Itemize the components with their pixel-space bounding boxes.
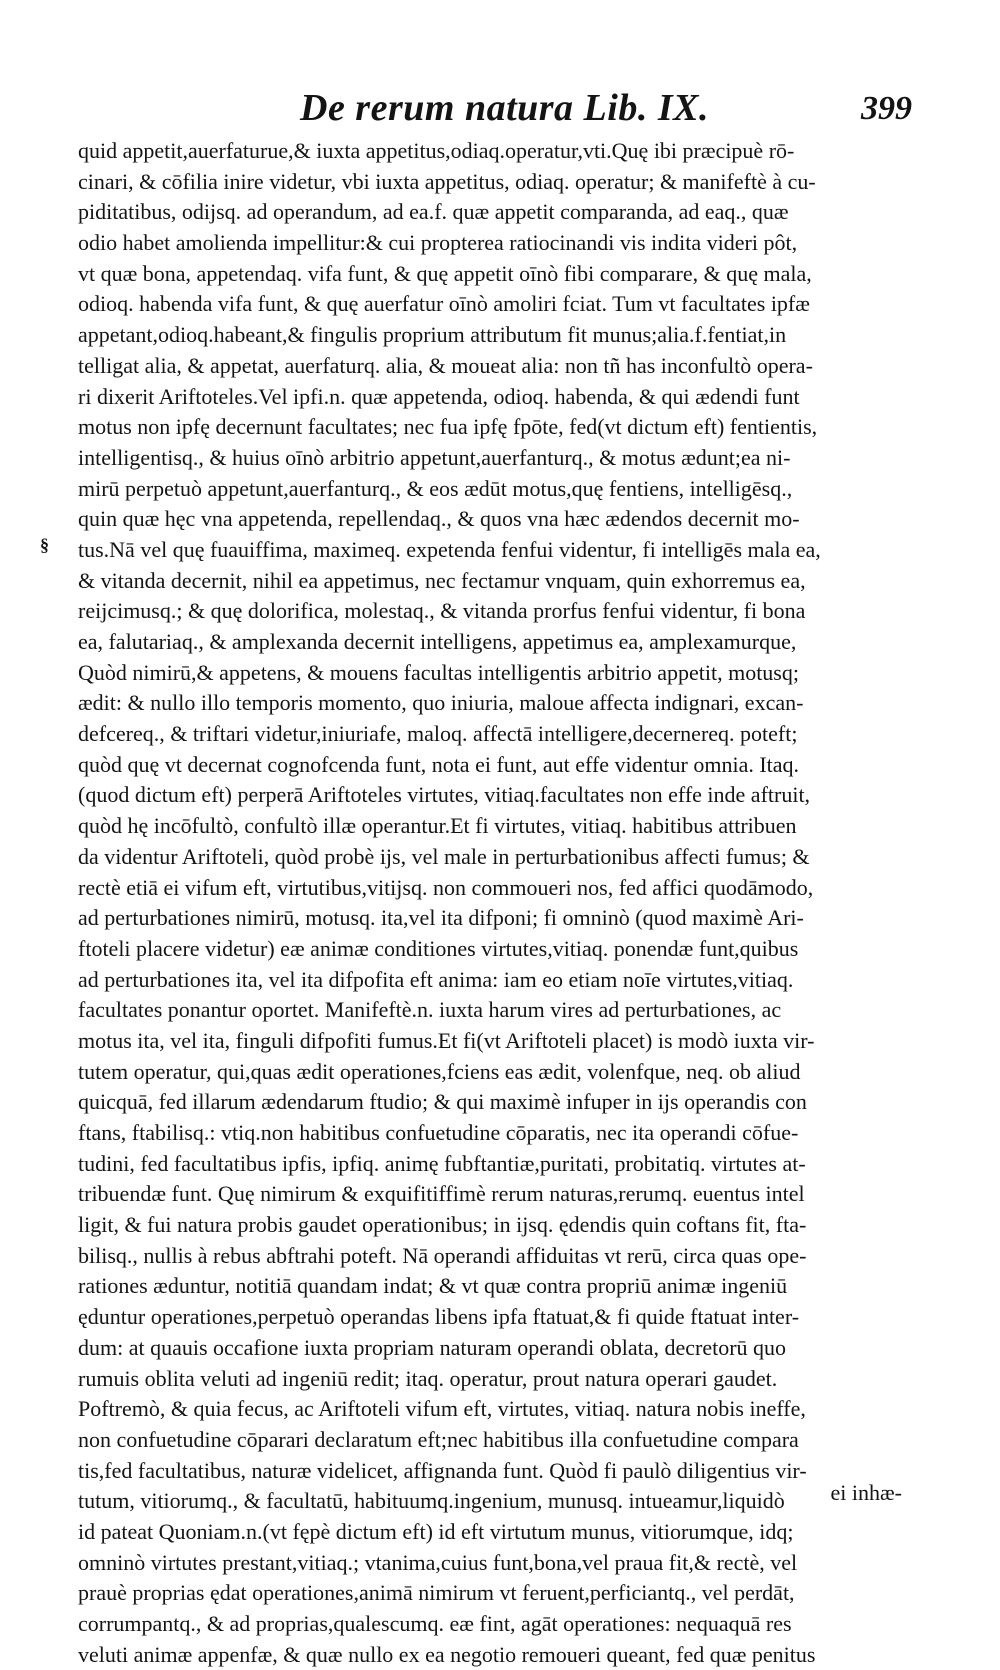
text-line: facultates ponantur oportet. Manifeftè.n. iuxta harum vires ad perturbationes, ac bbox=[78, 997, 782, 1023]
text-line: odioq. habenda vifa funt, & quę auerfatur oīnò amoliri fciat. Tum vt facultates ipfæ bbox=[78, 291, 810, 317]
text-line: quòd hę incōfultò, confultò illæ operantur.Et fi virtutes, vitiaq. habitibus attribuen bbox=[78, 813, 797, 839]
text-line: vt quæ bona, appetendaq. vifa funt, & quę appetit oīnò fibi comparare, & quę mala, bbox=[78, 260, 812, 286]
text-line: veluti animæ appenfæ, & quæ nullo ex ea negotio remoueri queant, fed quæ penitus bbox=[78, 1641, 816, 1667]
text-line: appetant,odioq.habeant,& fingulis proprium attributum fit munus;alia.f.fentiat,in bbox=[78, 322, 787, 348]
text-line: rectè etiā ei vifum eft, virtutibus,vitijsq. non commoueri nos, fed affici quodāmodo, bbox=[78, 874, 814, 900]
text-line: non confuetudine cōparari declaratum eft;nec habitibus illa confuetudine compara bbox=[78, 1426, 799, 1452]
text-line: bilisq., nullis à rebus abftrahi poteft. Nā operandi affiduitas vt rerū, circa quas ope- bbox=[78, 1242, 807, 1268]
running-head bbox=[0, 86, 1000, 136]
text-line: ęduntur operationes,perpetuò operandas libens ipfa ftatuat,& fi quide ftatuat inter- bbox=[78, 1304, 800, 1330]
text-line: mirū perpetuò appetunt,auerfanturq., & eos ædūt motus,quę fentiens, intelligēsq., bbox=[78, 475, 793, 501]
text-line: cinari, & cōfilia inire videtur, vbi iuxta appetitus, odiaq. operatur; & manifeftè à cu- bbox=[78, 168, 816, 194]
text-line: motus non ipfę decernunt facultates; nec fua ipfę fpōte, fed(vt dictum eft) fentientis, bbox=[78, 414, 818, 440]
text-line: da videntur Ariftoteli, quòd probè ijs, vel male in perturbationibus affecti fumus; & bbox=[78, 843, 810, 869]
text-line: ri dixerit Ariftoteles.Vel ipfi.n. quæ appetenda, odioq. habenda, & qui ædendi funt bbox=[78, 383, 800, 409]
text-line: corrumpantq., & ad proprias,qualescumq. eæ fint, agāt operationes: nequaquā res bbox=[78, 1611, 792, 1636]
text-line: id pateat Quoniam.n.(vt fępè dictum eft) id eft virtutum munus, vitiorumque, idq; bbox=[78, 1518, 794, 1544]
margin-mark: § bbox=[40, 535, 49, 555]
text-line: tutum, vitiorumq., & facultatū, habituumq.ingenium, munusq. intueamur,liquidò bbox=[78, 1488, 785, 1514]
text-line: piditatibus, odijsq. ad operandum, ad ea.f. quæ appetit comparanda, ad eaq., quæ bbox=[78, 199, 789, 225]
text-line: tudini, fed facultatibus ipfis, ipfiq. animę fubftantiæ,puritati, probitatiq. virtutes at- bbox=[78, 1150, 806, 1176]
text-line: tus.Nā vel quę fuauiffima, maximeq. expetenda fenfui videntur, fi intelligēs mala ea, bbox=[78, 536, 821, 562]
text-line: ædit: & nullo illo temporis momento, quo iniuria, maloue affecta indignari, excan- bbox=[78, 690, 804, 716]
body-text bbox=[78, 136, 906, 1670]
page-number: 399 bbox=[861, 90, 912, 127]
catchword: ei inhæ- bbox=[830, 1480, 902, 1505]
text-line: ad perturbationes nimirū, motusq. ita,vel ita difponi; fi omninò (quod maximè Ari- bbox=[78, 905, 804, 931]
text-line: ftoteli placere videtur) eæ animæ conditiones virtutes,vitiaq. ponendæ funt,quibus bbox=[78, 935, 799, 961]
text-line: quin quæ hęc vna appetenda, repellendaq., & quos vna hæc ædendos decernit mo- bbox=[78, 506, 800, 532]
text-line: motus ita, vel ita, finguli difpofiti fumus.Et fi(vt Ariftoteli placet) is modò iuxta vir- bbox=[78, 1027, 815, 1053]
text-line: tis,fed facultatibus, naturæ videlicet, affignanda funt. Quòd fi paulò diligentius vir- bbox=[78, 1457, 807, 1483]
text-line: dum: at quauis occafione iuxta propriam naturam operandi oblata, decretorū quo bbox=[78, 1334, 787, 1360]
text-line: prauè proprias ędat operationes,animā nimirum vt feruent,perficiantq., vel perdāt, bbox=[78, 1580, 795, 1606]
text-line: odio habet amolienda impellitur:& cui propterea ratiocinandi vis indita videri pôt, bbox=[78, 230, 798, 256]
text-line: & vitanda decernit, nihil ea appetimus, nec fectamur vnquam, quin exhorremus ea, bbox=[78, 567, 806, 593]
running-title: De rerum natura Lib. IX. bbox=[300, 87, 709, 129]
text-line: omninò virtutes prestant,vitiaq.; vtanima,cuius funt,bona,vel praua fit,& rectè, vel bbox=[78, 1549, 798, 1575]
text-line: rumuis oblita veluti ad ingeniū redit; itaq. operatur, prout natura operari gaudet. bbox=[78, 1365, 778, 1391]
text-line: tribuendæ funt. Quę nimirum & exquifitiffimè rerum naturas,rerumq. euentus intel bbox=[78, 1181, 805, 1207]
text-line: ea, falutariaq., & amplexanda decernit intelligens, appetimus ea, amplexamurque, bbox=[78, 629, 797, 654]
text-line: ligit, & fui natura probis gaudet operationibus; in ijsq. ędendis quin coftans fit, fta- bbox=[78, 1212, 807, 1238]
text-line: Quòd nimirū,& appetens, & mouens facultas intelligentis arbitrio appetit, motusq; bbox=[78, 659, 799, 685]
text-line: defcereq., & triftari videtur,iniuriafe, maloq. affectā intelligere,decernereq. poteft; bbox=[78, 721, 798, 747]
text-line: rationes æduntur, notitiā quandam indat; & vt quæ contra propriū animæ ingeniū bbox=[78, 1273, 788, 1299]
text-line: Poftremò, & quia fecus, ac Ariftoteli vifum eft, virtutes, vitiaq. natura nobis ineffe, bbox=[78, 1396, 806, 1422]
text-line: intelligentisq., & huius oīnò arbitrio appetunt,auerfanturq., & motus ædunt;ea ni- bbox=[78, 444, 791, 470]
text-line: ad perturbationes ita, vel ita difpofita eft anima: iam eo etiam noīe virtutes,vitiaq. bbox=[78, 966, 794, 992]
text-line: reijcimusq.; & quę dolorifica, molestaq., & vitanda prorfus fenfui videntur, fi bona bbox=[78, 598, 806, 624]
text-line: (quod dictum eft) perperā Ariftoteles virtutes, vitiaq.facultates non effe inde aftruit, bbox=[78, 782, 811, 808]
text-line: quòd quę vt decernat cognofcenda funt, nota ei funt, aut effe videntur omnia. Itaq. bbox=[78, 751, 800, 777]
text-line: ftans, ftabilisq.: vtiq.non habitibus confuetudine cōparatis, nec ita operandi cōfue- bbox=[78, 1120, 799, 1145]
text-line: quid appetit,auerfaturue,& iuxta appetitus,odiaq.operatur,vti.Quę ibi præcipuè rō- bbox=[78, 138, 795, 163]
text-line: telligat alia, & appetat, auerfaturq. alia, & moueat alia: non tñ has inconfultò opera- bbox=[78, 352, 813, 378]
text-line: quicquā, fed illarum ædendarum ftudio; & qui maximè infuper in ijs operandis con bbox=[78, 1089, 807, 1115]
text-line: tutem operatur, qui,quas ædit operationes,fciens eas ædit, volenfque, neq. ob aliud bbox=[78, 1058, 801, 1084]
